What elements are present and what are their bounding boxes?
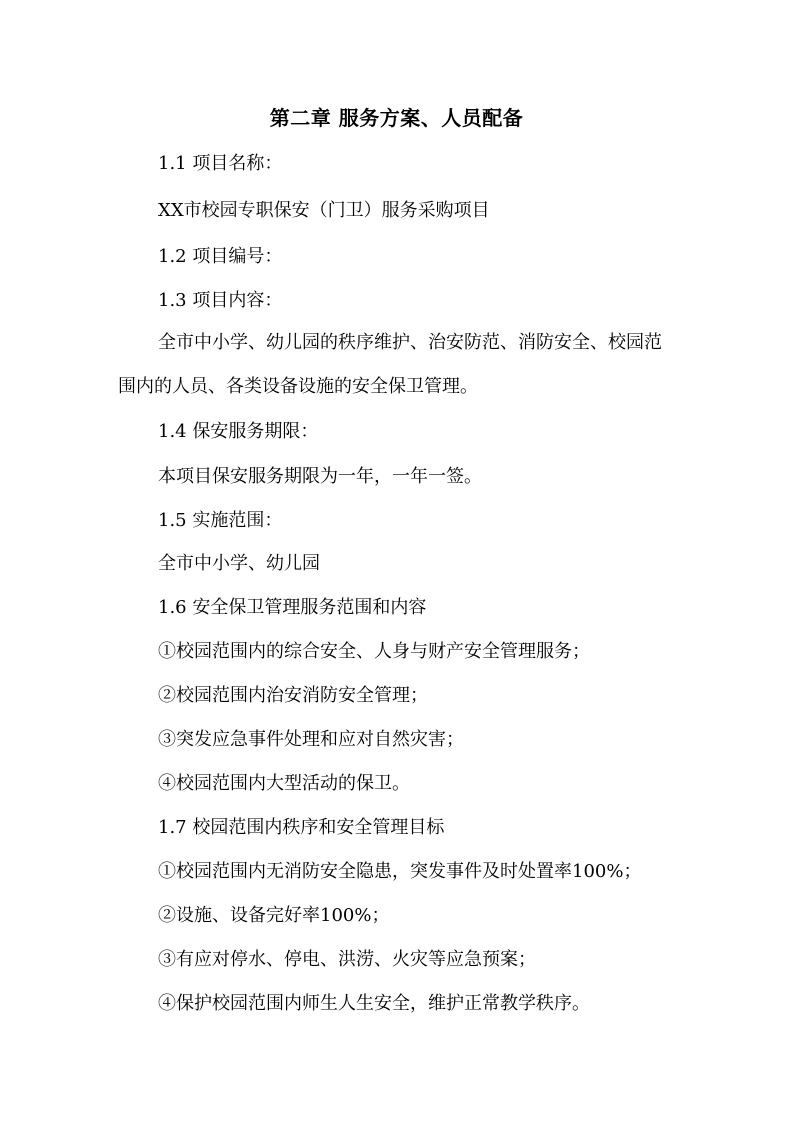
section-heading-1-5: 1.5 实施范围： xyxy=(158,510,283,531)
project-name-text: XX市校园专职保安（门卫）服务采购项目 xyxy=(158,200,490,221)
target-item-3: ③有应对停水、停电、洪涝、火灾等应急预案； xyxy=(158,949,536,970)
section-heading-1-6: 1.6 安全保卫管理服务范围和内容 xyxy=(158,597,427,618)
section-heading-1-1: 1.1 项目名称： xyxy=(158,153,283,174)
service-item-4: ④校园范围内大型活动的保卫。 xyxy=(158,773,410,794)
service-item-3: ③突发应急事件处理和应对自然灾害； xyxy=(158,729,464,750)
target-item-2: ②设施、设备完好率100%； xyxy=(158,905,390,926)
section-heading-1-3: 1.3 项目内容： xyxy=(158,290,283,311)
section-heading-1-4: 1.4 保安服务期限： xyxy=(158,421,319,442)
section-heading-1-2: 1.2 项目编号： xyxy=(158,246,283,267)
project-content-line-1: 全市中小学、幼儿园的秩序维护、治安防范、消防安全、校园范 xyxy=(158,332,662,353)
chapter-title: 第二章 服务方案、人员配备 xyxy=(269,106,524,130)
project-content-line-2: 围内的人员、各类设备设施的安全保卫管理。 xyxy=(118,376,478,397)
service-item-2: ②校园范围内治安消防安全管理； xyxy=(158,685,428,706)
scope-text: 全市中小学、幼儿园 xyxy=(158,553,320,574)
target-item-4: ④保护校园范围内师生人生安全，维护正常教学秩序。 xyxy=(158,993,590,1014)
section-heading-1-7: 1.7 校园范围内秩序和安全管理目标 xyxy=(158,817,445,838)
target-item-1: ①校园范围内无消防安全隐患，突发事件及时处置率100%； xyxy=(158,861,642,882)
service-period-text: 本项目保安服务期限为一年，一年一签。 xyxy=(158,466,482,487)
service-item-1: ①校园范围内的综合安全、人身与财产安全管理服务； xyxy=(158,641,590,662)
